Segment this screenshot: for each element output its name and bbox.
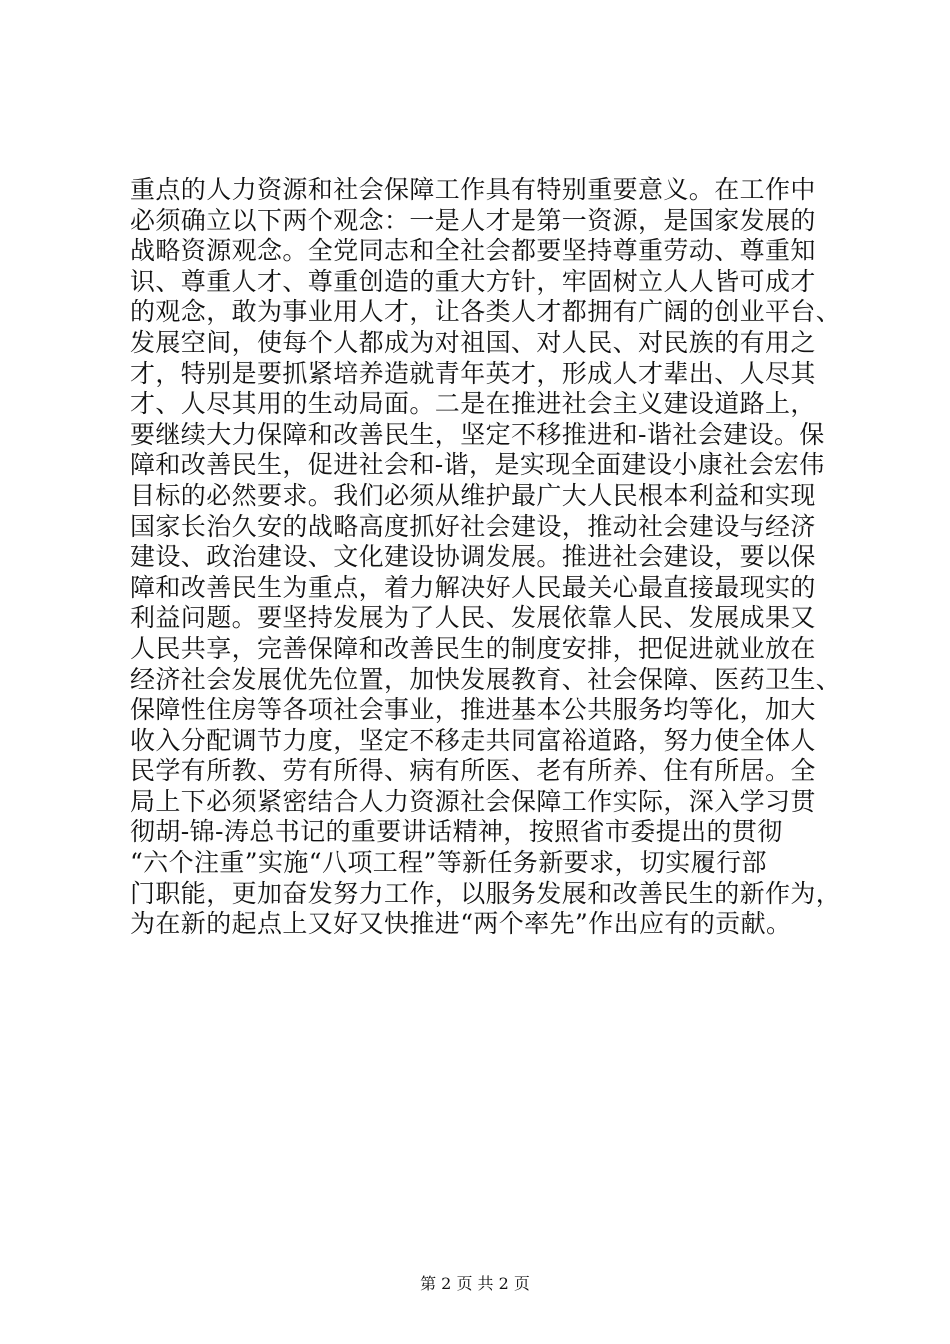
text-line: 发展空间，使每个人都成为对祖国、对人民、对民族的有用之	[130, 327, 816, 357]
body-paragraph	[130, 175, 850, 940]
text-line: 为在新的起点上又好又快推进“两个率先”作出应有的贡献。	[130, 909, 792, 939]
text-line: 障和改善民生，促进社会和-谐，是实现全面建设小康社会宏伟	[130, 450, 825, 480]
text-line: 重点的人力资源和社会保障工作具有特别重要意义。在工作中	[130, 175, 816, 204]
text-line: 建设、政治建设、文化建设协调发展。推进社会建设，要以保	[130, 542, 816, 572]
text-line: “六个注重”实施“八项工程”等新任务新要求，切实履行部	[130, 848, 767, 878]
text-line: 经济社会发展优先位置，加快发展教育、社会保障、医药卫生、	[130, 664, 842, 694]
text-line: 国家长治久安的战略高度抓好社会建设，推动社会建设与经济	[130, 511, 816, 541]
text-line: 门职能，更加奋发努力工作，以服务发展和改善民生的新作为，	[130, 878, 842, 908]
text-line: 目标的必然要求。我们必须从维护最广大人民根本利益和实现	[130, 480, 816, 510]
text-line: 收入分配调节力度，坚定不移走共同富裕道路，努力使全体人	[130, 725, 816, 755]
text-line: 才，特别是要抓紧培养造就青年英才，形成人才辈出、人尽其	[130, 358, 816, 388]
text-line: 彻胡-锦-涛总书记的重要讲话精神，按照省市委提出的贯彻	[130, 817, 783, 847]
text-line: 识、尊重人才、尊重创造的重大方针，牢固树立人人皆可成才	[130, 266, 816, 296]
text-line: 战略资源观念。全党同志和全社会都要坚持尊重劳动、尊重知	[130, 236, 816, 266]
page-number-footer: 第 2 页 共 2 页	[420, 1274, 530, 1293]
text-line: 保障性住房等各项社会事业，推进基本公共服务均等化，加大	[130, 695, 816, 725]
text-line: 利益问题。要坚持发展为了人民、发展依靠人民、发展成果又	[130, 603, 816, 633]
text-line: 局上下必须紧密结合人力资源社会保障工作实际，深入学习贯	[130, 786, 816, 816]
text-line: 民学有所教、劳有所得、病有所医、老有所养、住有所居。全	[130, 756, 816, 786]
text-line: 要继续大力保障和改善民生，坚定不移推进和-谐社会建设。保	[130, 419, 825, 449]
text-line: 必须确立以下两个观念：一是人才是第一资源，是国家发展的	[130, 205, 816, 235]
text-line: 障和改善民生为重点，着力解决好人民最关心最直接最现实的	[130, 572, 816, 602]
text-line: 的观念，敢为事业用人才，让各类人才都拥有广阔的创业平台、	[130, 297, 842, 327]
text-line: 人民共享，完善保障和改善民生的制度安排，把促进就业放在	[130, 633, 816, 663]
text-line: 才、人尽其用的生动局面。二是在推进社会主义建设道路上，	[130, 389, 816, 419]
